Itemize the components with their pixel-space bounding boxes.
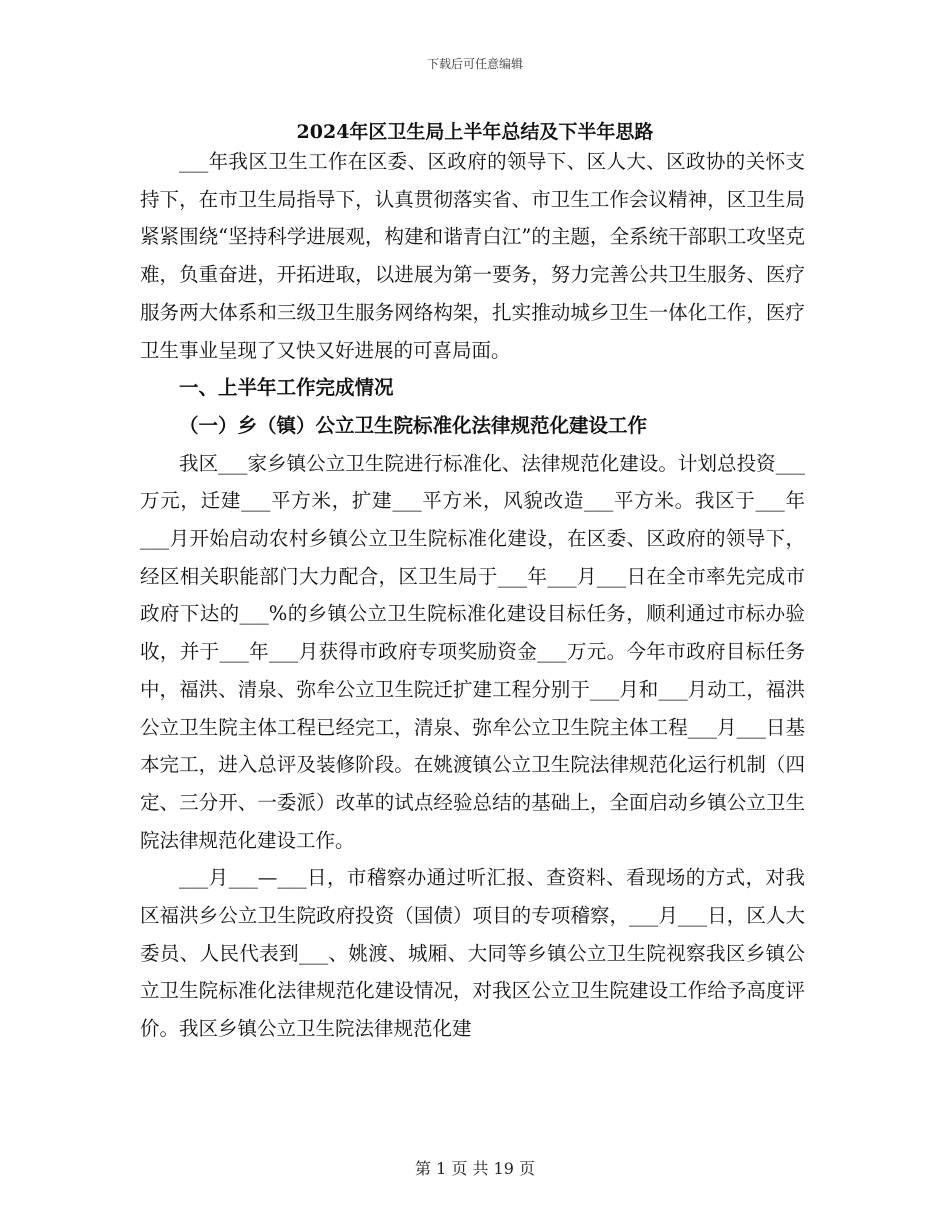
- body-paragraph: 我区___家乡镇公立卫生院进行标准化、法律规范化建设。计划总投资___万元，迁建___平方米，扩建___平方米，风貌改造___平方米。我区于___年___月开始启动农村乡镇公立卫生院标准化建设，在区委、区政府的领导下，经区相关职能部门大力配合，区卫生局于___年___月___日在全市率先完成市政府下达的___%的乡镇公立卫生院标准化建设目标任务，顺利通过市标办验收，并于___年___月获得市政府专项奖励资金___万元。今年市政府目标任务中，福洪、清泉、弥牟公立卫生院迁扩建工程分别于___月和___月动工，福洪公立卫生院主体工程已经完工，清泉、弥牟公立卫生院主体工程___月___日基本完工，进入总评及装修阶段。在姚渡镇公立卫生院法律规范化运行机制（四定、三分开、一委派）改革的试点经验总结的基础上，全面启动乡镇公立卫生院法律规范化建设工作。: [140, 451, 805, 852]
- subsection-heading: （一）乡（镇）公立卫生院标准化法律规范化建设工作: [179, 413, 648, 437]
- intro-paragraph: ___年我区卫生工作在区委、区政府的领导下、区人大、区政协的关怀支持下，在市卫生局指导下，认真贯彻落实省、市卫生工作会议精神，区卫生局紧紧围绕“坚持科学进展观，构建和谐青白江”的主题，全系统干部职工攻坚克难，负重奋进，开拓进取，以进展为第一要务，努力完善公共卫生服务、医疗服务两大体系和三级卫生服务网络构架，扎实推动城乡卫生一体化工作，医疗卫生事业呈现了又快又好进展的可喜局面。: [140, 150, 805, 362]
- section-heading: 一、上半年工作完成情况: [179, 376, 394, 400]
- document-body: [140, 143, 805, 1048]
- document-title: 2024年区卫生局上半年总结及下半年思路: [296, 121, 654, 143]
- page-number: 第 1 页 共 19 页: [415, 1159, 535, 1178]
- body-paragraph: ___月___—___日，市稽察办通过听汇报、查资料、看现场的方式，对我区福洪乡公立卫生院政府投资（国债）项目的专项稽察，___月___日，区人大委员、人民代表到___、姚渡、城厢、大同等乡镇公立卫生院视察我区乡镇公立卫生院标准化法律规范化建设情况，对我区公立卫生院建设工作给予高度评价。我区乡镇公立卫生院法律规范化建: [140, 866, 805, 1041]
- page-header-note: 下载后可任意编辑: [426, 57, 523, 71]
